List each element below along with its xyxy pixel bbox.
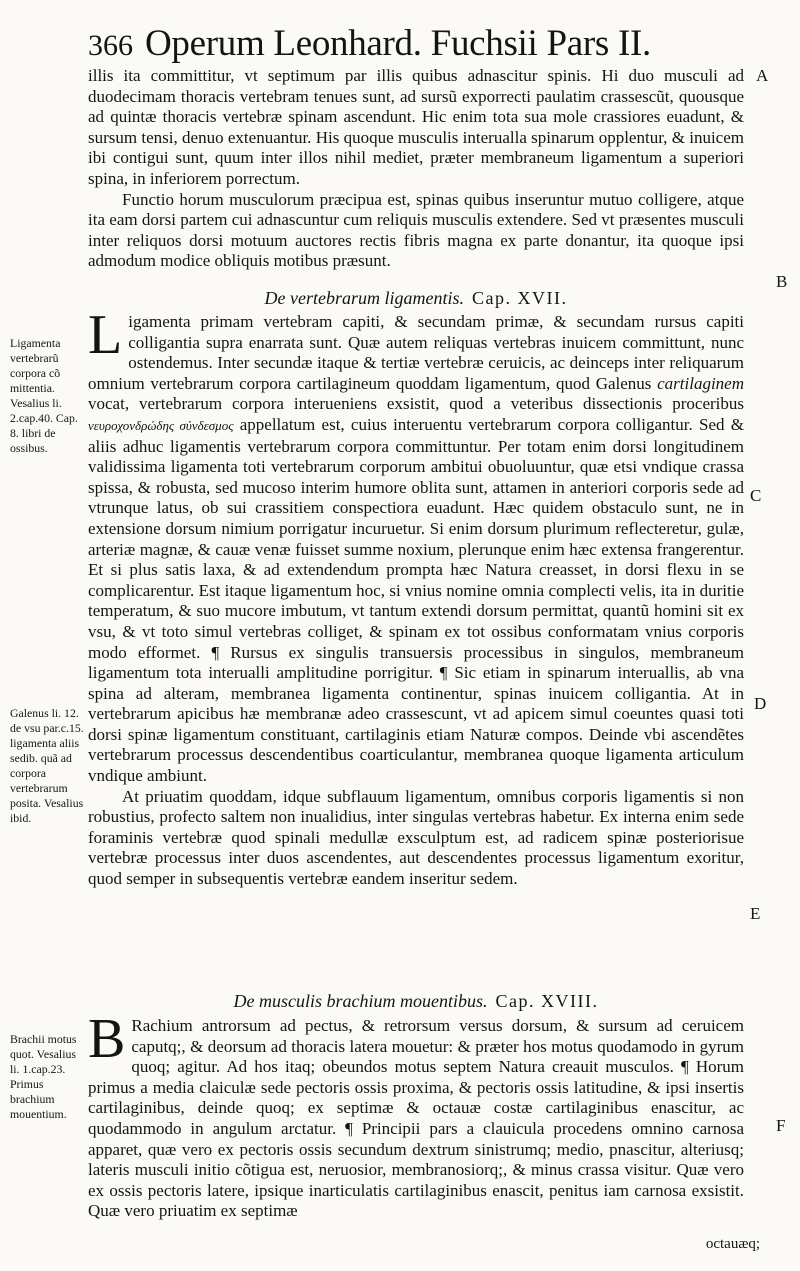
chapter-body	[88, 304, 744, 890]
running-title: Operum Leonhard. Fuchsii Pars II.	[145, 23, 651, 64]
paragraph: At priuatim quoddam, idque subflauum ligamentum, omnibus corporis ligamentis si non robustius, profecto saltem non inualidius, inter singulas vertebras habetur. Ex interna enim sede foraminis vertebræ quod spinali medullæ exsculptum est, ad radicem spinæ posteriorisue vertebræ processus inter duos ascendentes, aut descendentes processus ligamentum exoritur, quod semper in subsequentis vertebræ eandem inseritur sedem.	[88, 786, 744, 889]
drop-cap: B	[88, 1008, 126, 1070]
chapter-heading	[88, 991, 744, 1012]
marginal-note: Brachii motus quot. Vesalius li. 1.cap.23. Primus brachium mouentium.	[10, 1032, 77, 1121]
margin-letter: F	[776, 1116, 786, 1135]
margin-letter: A	[756, 66, 769, 85]
page-number: 366	[88, 29, 133, 62]
marginal-note: Ligamenta vertebrarũ corpora cõ mittentia. Vesalius li. 2.cap.40. Cap. 8. libri de ossibus.	[10, 336, 78, 455]
margin-letter: B	[776, 272, 788, 291]
chapter-number: Cap. XVIII.	[495, 991, 599, 1011]
paragraph	[88, 1008, 744, 1222]
text-run: Rachium antrorsum ad pectus, & retrorsum versus dorsum, & sursum ad ceruicem caputq;, & deorsum ad thoracis latera mouetur: & præter hos motus quodamodo in gyrum quoq; agitur. Ad hos itaq; obeundos motus septem Natura creauit musculos. ¶ Horum primus a media claiculæ sede pectoris ossis proxima, & pectoris ossis latitudine, & ipsi insertis cartilaginibus, deinde quoq; ex septimæ & octauæ costæ cartilaginibus enascitur, ac quodammodo in angulum arctatur. ¶ Principii pars a clauicula procedens omnino carnosa apparet, quæ vero ex pectoris ossis secundum dextrum sinistrumq; medio, pnascitur, alteriusq; lateris musculi initio cõtigua est, neruosior, membranosiorq;, & minus crassa visitur. Quæ vero ex ossis pectoris latere, ipsique inarticulatis cartilaginibus enascit, penitus iam carnosa exsistit. Quæ vero priuatim ex septimæ	[88, 1016, 744, 1221]
running-head	[88, 22, 728, 68]
opening-text	[88, 66, 744, 272]
chapter-title: De vertebrarum ligamentis.	[264, 288, 464, 308]
margin-letter: E	[750, 904, 761, 923]
text-run: appellatum est, cuius interuentu vertebrarum corpora colligantur. Sed & aliis adhuc ligamentis vertebrarum corpora committuntur. Per totam enim dorsi longitudinem validissima ligamenta toti vertebrarum corporum ambitui obuoluuntur, quæ etsi vndique crassa spissa, & robusta, sed mucoso interim humore oblita sunt, attamen in anteriori corporis sede ad vtrunque latus, ob sui crassitiem conspectiora euadunt. Hæc quidem obstaculo sunt, ne in extensione dorsum nimium porrigatur incuruetur. Si enim dorsum plurimum reflecteretur, gulæ, arteriæ magnæ, & cauæ venæ fuisset summe noxium, plerunque enim hæc extensa frangerentur. Et si plus satis laxa, & ad extendendum prompta hæc Natura creasset, in dorsi flexu in se complicarentur. Est itaque ligamentum hoc, si vnius nomine omnia complecti velis, ita in duritie temperatum, & suo mucore imbutum, vt tantum extendi dorsum permittat, quantũ homini sit ex vsu, & vt toto simul vertebras colliget, & spinam ex tot ossibus conformatam vnius corporis modo efformet. ¶ Rursus ex singulis transuersis processibus in singulos, membraneum ligamentum tota interualli amplitudine porrigitur. ¶ Sic etiam in spinarum interuallis, ab vna spina ad alteram, membranea ligamenta continentur, spinas inuicem colligantia. At in vertebrarum apicibus hæ membranæ adeo crassescunt, vt ad apicem simul coeuntes quasi toti dorsi spinæ ligamentum constituant, cartilaginis etiam Naturæ compos. Deinde vbi ascendẽtes vertebrarum processus descendentibus coarticulantur, membranea quoque ligamenta articulum vndique ambiunt.	[88, 414, 744, 786]
margin-letter: D	[754, 694, 767, 713]
catchword: octauæq;	[705, 1236, 760, 1252]
greek-term: νευροχονδρώδης σύνδεσμος	[88, 417, 234, 433]
marginal-note: Galenus li. 12. de vsu par.c.15. ligamenta aliis sedib. quã ad corpora vertebrarum posita. Vesalius ibid.	[10, 706, 84, 825]
chapter-heading	[88, 288, 744, 309]
chapter-body	[88, 1008, 744, 1222]
italic-term: cartilaginem	[657, 373, 744, 393]
chapter-number: Cap. XVII.	[471, 288, 568, 308]
text-run: igamenta primam vertebram capiti, & secundam primæ, & secundam rursus capiti colligantia supra enarrata sunt. Quæ autem reliquas vertebras inuicem committunt, nunc ostendemus. Inter secundæ itaque & tertiæ vertebræ ceruicis, ac deinceps inter reliquarum omnium vertebrarum corpora cartilagineum quoddam ligamentum, quod Galenus	[88, 312, 744, 393]
paragraph: Functio horum musculorum præcipua est, spinas quibus inseruntur mutuo colligere, atque ita eam dorsi partem cui adnascuntur cum reliquis musculis extendere. Sed vt præsentes musculi inter reliquos dorsi motuum auctores rectis fibris magna ex parte donantur, ita quoque ipsi admodum modice obliquis motibus præsunt.	[88, 189, 744, 271]
drop-cap: L	[88, 304, 123, 366]
margin-letter: C	[750, 486, 762, 505]
paragraph	[88, 304, 744, 787]
paragraph: illis ita committitur, vt septimum par illis quibus adnascitur spinis. Hi duo musculi ad duodecimam thoracis vertebram tenues sunt, ad sursũ exporrecti paulatim crassescũt, quousque ad quintæ thoracis vertebræ spinam ascendunt. Hic enim tota sua mole crassiores euadunt, & sursum tensi, denuo extenuantur. His quoque musculis interualla spinarum opplentur, & inuicem ibi contigui sunt, quum inter illos nihil mediet, præter membraneum ligamentum a superiori spina, in inferiorem porrectum.	[88, 66, 744, 188]
text-run: vocat, vertebrarum corpora interueniens exsistit, quod a veteribus dissectionis proceribus	[88, 394, 744, 414]
chapter-title: De musculis brachium mouentibus.	[233, 991, 488, 1011]
